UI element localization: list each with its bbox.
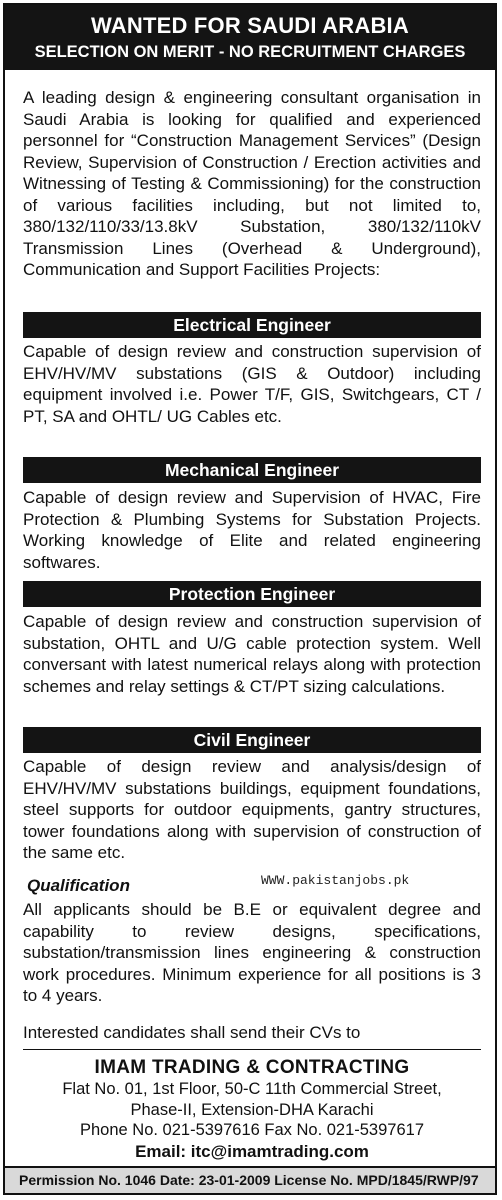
- address-line-2: Phase-II, Extension-DHA Karachi: [130, 1100, 374, 1119]
- position-heading-protection: Protection Engineer: [23, 581, 481, 607]
- position-description-civil: Capable of design review and analysis/design of EHV/HV/MV substations buildings, equipment foundations, steel supports for outdoor equipments, gantry structures, tower foundations along with supervision of construction of the same etc.: [23, 757, 481, 862]
- position-description-mechanical: Capable of design review and Supervision of HVAC, Fire Protection & Plumbing Systems for Substation Projects. Working knowledge of Elite and related engineering softwares.: [23, 488, 481, 572]
- position-heading-electrical: Electrical Engineer: [23, 312, 481, 338]
- qualification-heading: Qualification: [27, 876, 130, 895]
- phone-fax: Phone No. 021-5397616 Fax No. 021-5397617: [79, 1121, 424, 1139]
- ad-subtitle: SELECTION ON MERIT - NO RECRUITMENT CHARGES: [34, 43, 466, 61]
- email-address: Email: itc@imamtrading.com: [135, 1141, 369, 1161]
- position-description-electrical: Capable of design review and construction supervision of EHV/HV/MV substations (GIS & Outdoor) including equipment involved i.e. Power T/F, GIS, Switchgears, CT / PT, SA and OHTL/ UG Cables etc.: [23, 342, 481, 426]
- apply-instruction: Interested candidates shall send their CVs to: [23, 1023, 361, 1042]
- address-line-1: Flat No. 01, 1st Floor, 50-C 11th Commercial Street,: [62, 1080, 442, 1098]
- ad-title: WANTED FOR SAUDI ARABIA: [91, 13, 409, 38]
- footer-permission: Permission No. 1046 Date: 23-01-2009 License No. MPD/1845/RWP/97: [5, 1166, 495, 1193]
- ad-header: [5, 5, 495, 70]
- job-advertisement: [3, 3, 497, 1195]
- company-name: IMAM TRADING & CONTRACTING: [94, 1057, 410, 1078]
- qualification-text: All applicants should be B.E or equivalent degree and capability to review designs, specifications, substation/transmission lines engineering & construction work procedures. Minimum experience for all positions is 3 to 4 years.: [23, 900, 481, 1005]
- intro-paragraph: A leading design & engineering consultant organisation in Saudi Arabia is looking for qualified and experienced personnel for “Construction Management Services” (Design Review, Supervision of Construction / Erection activities and Witnessing of Testing & Commissioning) for the construction of various facilities including, but not limited to, 380/132/110/33/13.8kV Substation, 380/132/110kV Transmission Lines (Overhead & Underground), Communication and Support Facilities Projects:: [23, 88, 481, 279]
- divider: [23, 1049, 481, 1050]
- position-description-protection: Capable of design review and construction supervision of substation, OHTL and U/G cable protection system. Well conversant with latest numerical relays along with protection schemes and relay settings & CT/PT sizing calculations.: [23, 612, 481, 696]
- position-heading-mechanical: Mechanical Engineer: [23, 457, 481, 483]
- contact-block: [23, 1057, 481, 1163]
- position-heading-civil: Civil Engineer: [23, 727, 481, 753]
- website-watermark: WWW.pakistanjobs.pk: [261, 873, 410, 888]
